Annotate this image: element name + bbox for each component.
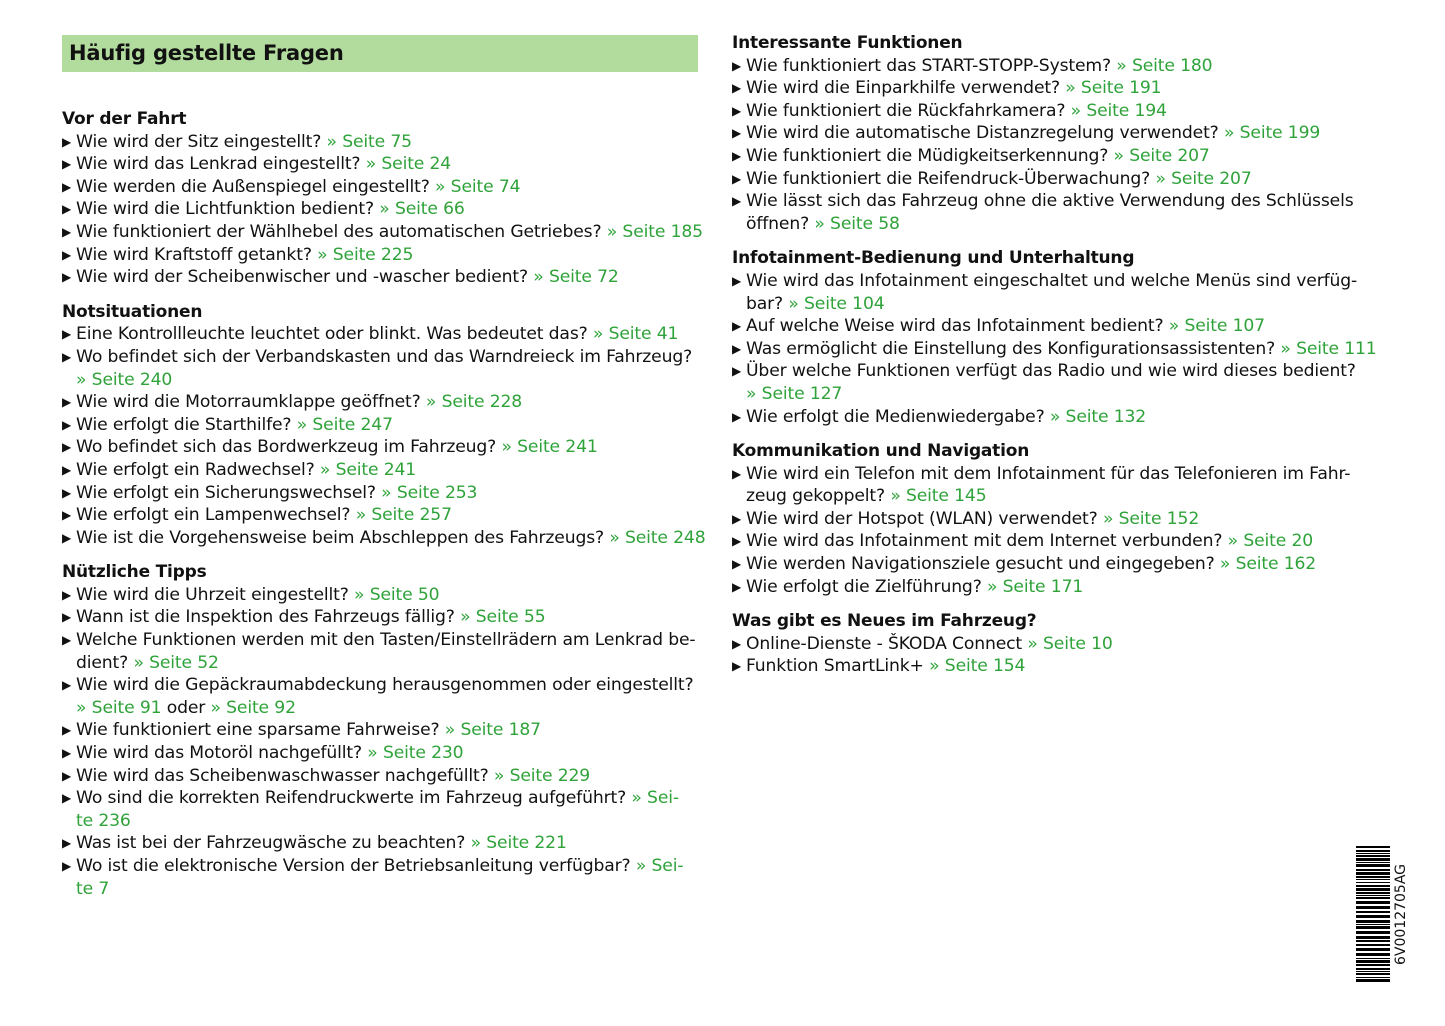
section-kommunikation (732, 440, 1372, 598)
faq-item (62, 244, 702, 267)
page-reference-link[interactable]: » Sei- (631, 788, 679, 809)
bullet-triangle-icon: ▶ (62, 723, 72, 738)
faq-item (62, 153, 702, 176)
item-line (76, 629, 702, 652)
page-reference-link[interactable]: » Seite 20 (1227, 531, 1314, 552)
question-text: Was ermöglicht die Einstellung des Konfigurationsassistenten? (746, 338, 1281, 359)
barcode-bar (1356, 964, 1390, 966)
barcode-bar (1356, 853, 1390, 854)
bullet-triangle-icon: ▶ (732, 511, 742, 526)
page-reference-link[interactable]: » Sei- (635, 856, 684, 876)
question-text: Wie funktioniert das START-STOPP-System? (746, 55, 1117, 76)
page-reference-link[interactable]: » Seite 241 (501, 437, 598, 458)
page-reference-link[interactable]: » Seite 10 (1027, 633, 1113, 654)
item-line (746, 293, 1372, 316)
page-reference-link[interactable]: » Seite 75 (326, 131, 412, 152)
question-text: Wie wird das Motoröl nachgefüllt? (76, 743, 368, 764)
question-text: Wie funktioniert die Rückfahrkamera? (746, 100, 1071, 121)
question-text: Wie erfolgt ein Lampenwechsel? (76, 505, 356, 526)
question-text: Wie funktioniert die Reifendruck-Überwachung? (746, 168, 1156, 189)
bullet-triangle-icon: ▶ (62, 859, 72, 873)
faq-item (62, 414, 702, 437)
page-reference-link[interactable]: » Seite 187 (444, 720, 541, 741)
item-line (76, 719, 702, 742)
barcode-bar (1356, 915, 1390, 918)
barcode-bar (1356, 924, 1390, 925)
faq-item (62, 527, 706, 550)
barcode-bar (1356, 911, 1390, 913)
page-reference-link[interactable]: » Seite 228 (425, 392, 523, 413)
bullet-triangle-icon: ▶ (62, 530, 72, 545)
page-reference-link[interactable]: » Seite 194 (1070, 100, 1167, 121)
barcode-bar (1356, 855, 1390, 857)
bullet-triangle-icon: ▶ (62, 440, 72, 455)
question-text: Wie wird Kraftstoff getankt? (76, 244, 318, 265)
question-text: Wie wird das Scheibenwaschwasser nachgefüllt? (76, 765, 494, 786)
question-text: Wie werden Navigationsziele gesucht und eingegeben? (746, 554, 1220, 575)
barcode-bar (1356, 936, 1390, 939)
item-line (76, 244, 702, 267)
section-heading: Interessante Funktionen (732, 33, 963, 53)
page-reference-link[interactable]: » Seite 127 (746, 383, 843, 404)
bullet-triangle-icon: ▶ (62, 202, 72, 217)
faq-item (62, 606, 702, 629)
question-text: Wie wird das Lenkrad eingestellt? (76, 154, 366, 175)
item-line (76, 346, 702, 369)
bullet-triangle-icon: ▶ (732, 103, 742, 118)
bullet-triangle-icon: ▶ (62, 224, 72, 239)
question-text: Wo befindet sich der Verbandskasten und das Warndreieck im Fahrzeug? (76, 346, 693, 367)
question-text: Funktion SmartLink+ (746, 656, 930, 677)
page-reference-link[interactable]: » Seite 247 (296, 414, 393, 435)
page-reference-link[interactable]: » Seite 41 (592, 324, 679, 345)
faq-item (62, 629, 702, 674)
left-column (62, 108, 706, 900)
barcode-bar (1356, 901, 1390, 904)
bullet-triangle-icon: ▶ (62, 836, 72, 851)
page-reference-link[interactable]: » Seite 55 (460, 607, 546, 628)
faq-item (732, 100, 1372, 123)
faq-item (62, 832, 702, 855)
page-reference-link[interactable]: » Seite 92 (210, 697, 296, 718)
faq-item (62, 391, 702, 414)
section-neues (732, 610, 1372, 678)
bullet-triangle-icon: ▶ (62, 395, 72, 410)
item-line (76, 176, 702, 199)
question-text: Wo ist die elektronische Version der Betriebsanleitung verfügbar? (76, 856, 636, 876)
item-line (76, 323, 702, 346)
item-line (746, 576, 1372, 599)
page-reference-link[interactable]: » Seite 66 (379, 199, 465, 220)
item-line (746, 55, 1372, 78)
bullet-triangle-icon: ▶ (732, 466, 742, 481)
item-line (746, 508, 1372, 531)
item-line (746, 77, 1372, 100)
item-line (746, 383, 1372, 406)
faq-item (62, 719, 702, 742)
section-heading: Was gibt es Neues im Fahrzeug? (732, 611, 1037, 632)
bullet-triangle-icon: ▶ (62, 349, 72, 364)
faq-item (732, 576, 1372, 599)
barcode-bar (1356, 971, 1390, 972)
page-reference-link[interactable]: » Seite 229 (493, 765, 591, 786)
faq-item (62, 855, 702, 900)
faq-item (732, 122, 1372, 145)
faq-item (732, 530, 1372, 553)
item-line (746, 655, 1372, 678)
item-line (76, 153, 702, 176)
bullet-triangle-icon: ▶ (732, 659, 742, 674)
question-text: Wo sind die korrekten Reifendruckwerte im Fahrzeug aufgeführt? (76, 788, 632, 809)
barcode-bar (1356, 977, 1390, 978)
page-reference-link[interactable]: » Seite 199 (1223, 123, 1321, 144)
question-text: Wie erfolgt ein Sicherungswechsel? (76, 482, 382, 503)
item-line (746, 315, 1372, 338)
barcode-bar (1356, 973, 1390, 975)
barcode-bar (1356, 948, 1390, 951)
question-text: Eine Kontrollleuchte leuchtet oder blinkt. Was bedeutet das? (76, 324, 593, 345)
barcode-bar (1356, 885, 1390, 887)
item-line (76, 652, 702, 675)
bullet-triangle-icon: ▶ (732, 81, 742, 96)
page-reference-link[interactable]: » Seite 91 (76, 697, 162, 718)
item-line (746, 213, 1372, 236)
item-line (746, 338, 1377, 361)
bullet-triangle-icon: ▶ (732, 636, 742, 651)
barcode-bar (1356, 979, 1390, 982)
page-reference-link[interactable]: » Seite 240 (76, 369, 173, 390)
page-reference-link[interactable]: » Seite 50 (354, 584, 440, 605)
page-reference-link[interactable]: » Seite 171 (986, 576, 1084, 597)
question-text: Wie wird das Infotainment eingeschaltet und welche Menüs sind verfüg- (746, 270, 1358, 291)
item-line (76, 459, 702, 482)
page-reference-link[interactable]: » Seite 207 (1155, 168, 1252, 189)
barcode-bar (1356, 858, 1390, 861)
item-line (76, 369, 702, 392)
item-line (76, 391, 702, 414)
question-text: Wie funktioniert der Wählhebel des automatischen Getriebes? (76, 221, 607, 242)
page-reference-link[interactable]: » Seite 154 (929, 656, 1026, 677)
bullet-triangle-icon: ▶ (62, 179, 72, 194)
item-line (746, 485, 1372, 508)
bullet-triangle-icon: ▶ (732, 194, 742, 209)
faq-item (62, 266, 702, 289)
question-text: Wo befindet sich das Bordwerkzeug im Fahrzeug? (76, 437, 502, 458)
barcode-bar (1356, 876, 1390, 878)
item-line (746, 168, 1372, 191)
item-line (76, 198, 702, 221)
page-reference-link[interactable]: » Seite 253 (381, 482, 478, 503)
item-line (746, 100, 1372, 123)
question-text: Wann ist die Inspektion des Fahrzeugs fällig? (76, 607, 461, 628)
section-heading: Nützliche Tipps (62, 562, 207, 583)
page-reference-link[interactable]: » Seite 185 (606, 221, 703, 242)
item-line (746, 553, 1372, 576)
faq-item (62, 584, 702, 607)
page-reference-link[interactable]: » Seite 24 (365, 154, 452, 175)
bullet-triangle-icon: ▶ (62, 270, 72, 285)
item-line (76, 527, 706, 550)
faq-item (62, 674, 702, 719)
page-reference-link[interactable]: » Seite 152 (1102, 508, 1200, 529)
bullet-triangle-icon: ▶ (732, 126, 742, 141)
bullet-triangle-icon: ▶ (732, 579, 742, 594)
question-text: bar? (746, 293, 789, 314)
item-line (76, 131, 702, 154)
bullet-triangle-icon: ▶ (62, 485, 72, 500)
question-text: Wie wird der Scheibenwischer und -wascher bedient? (76, 267, 534, 288)
bullet-triangle-icon: ▶ (62, 610, 72, 625)
barcode-bar (1356, 906, 1390, 909)
item-line (76, 606, 702, 629)
bullet-triangle-icon: ▶ (732, 341, 742, 356)
bullet-triangle-icon: ▶ (732, 58, 742, 73)
item-line (746, 406, 1372, 429)
faq-item (62, 198, 702, 221)
item-line (746, 633, 1372, 656)
item-line (746, 122, 1372, 145)
bullet-triangle-icon: ▶ (62, 417, 72, 432)
section-heading: Vor der Fahrt (62, 109, 187, 129)
item-line (76, 787, 702, 810)
bullet-triangle-icon: ▶ (62, 247, 72, 262)
item-line (76, 697, 702, 720)
page-reference-link[interactable]: » Seite 230 (367, 743, 464, 764)
question-text: Wie wird der Hotspot (WLAN) verwendet? (746, 508, 1103, 529)
item-line (76, 266, 702, 289)
page-reference-link[interactable]: » Seite 111 (1280, 338, 1377, 359)
barcode-bar (1356, 850, 1390, 852)
faq-item (62, 323, 702, 346)
question-text: Wie wird die automatische Distanzregelung verwendet? (746, 123, 1224, 144)
page-reference-link[interactable]: » Seite 104 (788, 293, 885, 314)
question-text: öffnen? (746, 213, 815, 234)
page-reference-link[interactable]: » Seite 225 (317, 244, 414, 265)
barcode-bar (1356, 895, 1390, 896)
question-text: Was ist bei der Fahrzeugwäsche zu beachten? (76, 833, 471, 854)
item-line (76, 742, 702, 765)
faq-item (62, 504, 702, 527)
barcode-bar (1356, 882, 1390, 883)
section-vor-der-fahrt (62, 108, 702, 289)
page-reference-link[interactable]: » Seite 52 (133, 652, 219, 673)
faq-item (732, 655, 1372, 678)
faq-item (62, 482, 702, 505)
section-notsituationen (62, 301, 706, 550)
item-line (76, 414, 702, 437)
section-infotainment (732, 247, 1377, 428)
bullet-triangle-icon: ▶ (62, 633, 72, 648)
page-reference-link[interactable]: » Seite 74 (435, 176, 521, 197)
bullet-triangle-icon: ▶ (62, 134, 72, 149)
faq-item (732, 270, 1372, 315)
right-column (732, 32, 1377, 678)
bullet-triangle-icon: ▶ (62, 768, 72, 783)
section-nuetzliche-tipps (62, 561, 702, 900)
item-line (76, 504, 702, 527)
question-text: oder (161, 697, 211, 718)
page-reference-link[interactable]: » Seite 257 (355, 505, 452, 526)
question-text: Wie wird der Sitz eingestellt? (76, 131, 327, 152)
item-line (746, 530, 1372, 553)
page-reference-link[interactable]: te 7 (76, 878, 110, 899)
faq-item (732, 360, 1372, 405)
bullet-triangle-icon: ▶ (732, 171, 742, 186)
barcode-bar (1356, 869, 1390, 871)
bullet-triangle-icon: ▶ (732, 148, 742, 163)
page-reference-link[interactable]: » Seite 132 (1049, 406, 1147, 427)
barcode-bar (1356, 931, 1390, 934)
question-text: Wie erfolgt die Starthilfe? (76, 414, 297, 435)
barcode-bar (1356, 920, 1390, 923)
item-line (746, 360, 1372, 383)
bullet-triangle-icon: ▶ (732, 364, 742, 379)
barcode-bar (1356, 862, 1390, 863)
bullet-triangle-icon: ▶ (62, 157, 72, 172)
item-line (746, 145, 1372, 168)
faq-item (62, 742, 702, 765)
item-line (76, 674, 702, 697)
barcode-bar (1356, 960, 1390, 963)
page-reference-link[interactable]: » Seite 107 (1168, 316, 1265, 337)
item-line (746, 463, 1372, 486)
question-text: Online-Dienste - ŠKODA Connect (746, 633, 1028, 654)
barcode-bar (1356, 872, 1390, 875)
faq-item (732, 168, 1372, 191)
faq-item (732, 508, 1372, 531)
faq-item (732, 77, 1372, 100)
question-text: zeug gekoppelt? (746, 486, 891, 507)
item-line (76, 436, 702, 459)
bullet-triangle-icon: ▶ (62, 746, 72, 761)
page-reference-link[interactable]: » Seite 58 (814, 213, 900, 234)
question-text: Wie wird die Einparkhilfe verwendet? (746, 78, 1066, 99)
question-text: Wie werden die Außenspiegel eingestellt? (76, 176, 435, 197)
barcode-bar (1356, 888, 1390, 891)
question-text: Wie wird die Motorraumklappe geöffnet? (76, 392, 426, 413)
question-text: Über welche Funktionen verfügt das Radio und wie wird dieses bedient? (746, 361, 1356, 382)
question-text: Wie wird ein Telefon mit dem Infotainment für das Telefonieren im Fahr- (746, 463, 1351, 484)
faq-item (732, 55, 1372, 78)
barcode-text: 6V0012705AG (1393, 863, 1409, 965)
bullet-triangle-icon: ▶ (62, 791, 72, 806)
bullet-triangle-icon: ▶ (732, 534, 742, 549)
page-title: Häufig gestellte Fragen (62, 35, 698, 72)
page-reference-link[interactable]: » Seite 207 (1113, 145, 1210, 166)
faq-item (732, 633, 1372, 656)
faq-item (62, 459, 702, 482)
page-reference-link[interactable]: te 236 (76, 810, 131, 831)
question-text: Wie ist die Vorgehensweise beim Abschleppen des Fahrzeugs? (76, 527, 610, 548)
page-reference-link[interactable]: » Seite 191 (1065, 78, 1162, 99)
item-line (76, 482, 702, 505)
faq-item (732, 463, 1372, 508)
faq-item (62, 346, 702, 391)
faq-item (732, 145, 1372, 168)
bullet-triangle-icon: ▶ (62, 327, 72, 342)
item-line (76, 584, 702, 607)
bullet-triangle-icon: ▶ (62, 587, 72, 602)
question-text: Wie erfolgt die Zielführung? (746, 576, 987, 597)
page-reference-link[interactable]: » Seite 248 (609, 527, 706, 548)
section-heading: Kommunikation und Navigation (732, 441, 1030, 462)
page-reference-link[interactable]: » Seite 221 (470, 833, 567, 854)
item-line (76, 221, 702, 244)
question-text: Wie wird die Lichtfunktion bedient? (76, 199, 380, 220)
item-line (76, 765, 702, 788)
barcode-bar (1356, 897, 1390, 899)
barcode-bar (1356, 953, 1390, 956)
section-heading: Infotainment-Bedienung und Unterhaltung (732, 248, 1135, 269)
faq-item (62, 131, 702, 154)
faq-item (62, 221, 702, 244)
faq-item (732, 553, 1372, 576)
item-line (76, 810, 702, 833)
item-line (76, 878, 702, 901)
barcode-bar (1356, 926, 1390, 929)
faq-item (732, 315, 1372, 338)
item-line (76, 855, 702, 878)
barcode-bar (1356, 940, 1390, 942)
barcode-bar (1356, 879, 1390, 880)
barcode-bar (1356, 944, 1390, 946)
barcode-bar (1356, 968, 1390, 970)
question-text: Wie erfolgt die Medienwiedergabe? (746, 406, 1050, 427)
page-reference-link[interactable]: » Seite 241 (319, 459, 417, 480)
item-line (746, 190, 1372, 213)
question-text: Wie funktioniert eine sparsame Fahrweise? (76, 720, 445, 741)
question-text: Wie funktioniert die Müdigkeitserkennung? (746, 145, 1114, 166)
page-reference-link[interactable]: » Seite 162 (1219, 554, 1317, 575)
faq-item (62, 436, 702, 459)
barcode-bar (1356, 864, 1390, 867)
bullet-triangle-icon: ▶ (732, 273, 742, 288)
section-heading: Notsituationen (62, 301, 203, 322)
item-line (746, 270, 1372, 293)
question-text: Wie erfolgt ein Radwechsel? (76, 459, 320, 480)
question-text: Wie wird das Infotainment mit dem Internet verbunden? (746, 531, 1228, 552)
question-text: dient? (76, 652, 134, 673)
question-text: Welche Funktionen werden mit den Tasten/Einstellrädern am Lenkrad be- (76, 630, 696, 651)
page-reference-link[interactable]: » Seite 180 (1116, 55, 1213, 76)
barcode (1356, 846, 1390, 982)
faq-item (62, 176, 702, 199)
question-text: Wie lässt sich das Fahrzeug ohne die aktive Verwendung des Schlüssels (746, 191, 1354, 212)
barcode-bar (1356, 958, 1390, 959)
faq-item (732, 406, 1372, 429)
question-text: Wie wird die Gepäckraumabdeckung herausgenommen oder eingestellt? (76, 675, 694, 696)
section-interessante-funktionen (732, 32, 1372, 235)
bullet-triangle-icon: ▶ (62, 678, 72, 693)
bullet-triangle-icon: ▶ (62, 508, 72, 523)
question-text: Auf welche Weise wird das Infotainment bedient? (746, 316, 1169, 337)
bullet-triangle-icon: ▶ (732, 557, 742, 572)
faq-item (62, 765, 702, 788)
page-reference-link[interactable]: » Seite 72 (533, 267, 619, 288)
faq-item (732, 338, 1377, 361)
question-text: Wie wird die Uhrzeit eingestellt? (76, 584, 355, 605)
bullet-triangle-icon: ▶ (732, 409, 742, 424)
item-line (76, 832, 702, 855)
faq-item (62, 787, 702, 832)
barcode-bar (1356, 846, 1390, 848)
page-reference-link[interactable]: » Seite 145 (890, 486, 987, 507)
bullet-triangle-icon: ▶ (62, 462, 72, 477)
faq-item (732, 190, 1372, 235)
bullet-triangle-icon: ▶ (732, 319, 742, 334)
barcode-bar (1356, 892, 1390, 894)
